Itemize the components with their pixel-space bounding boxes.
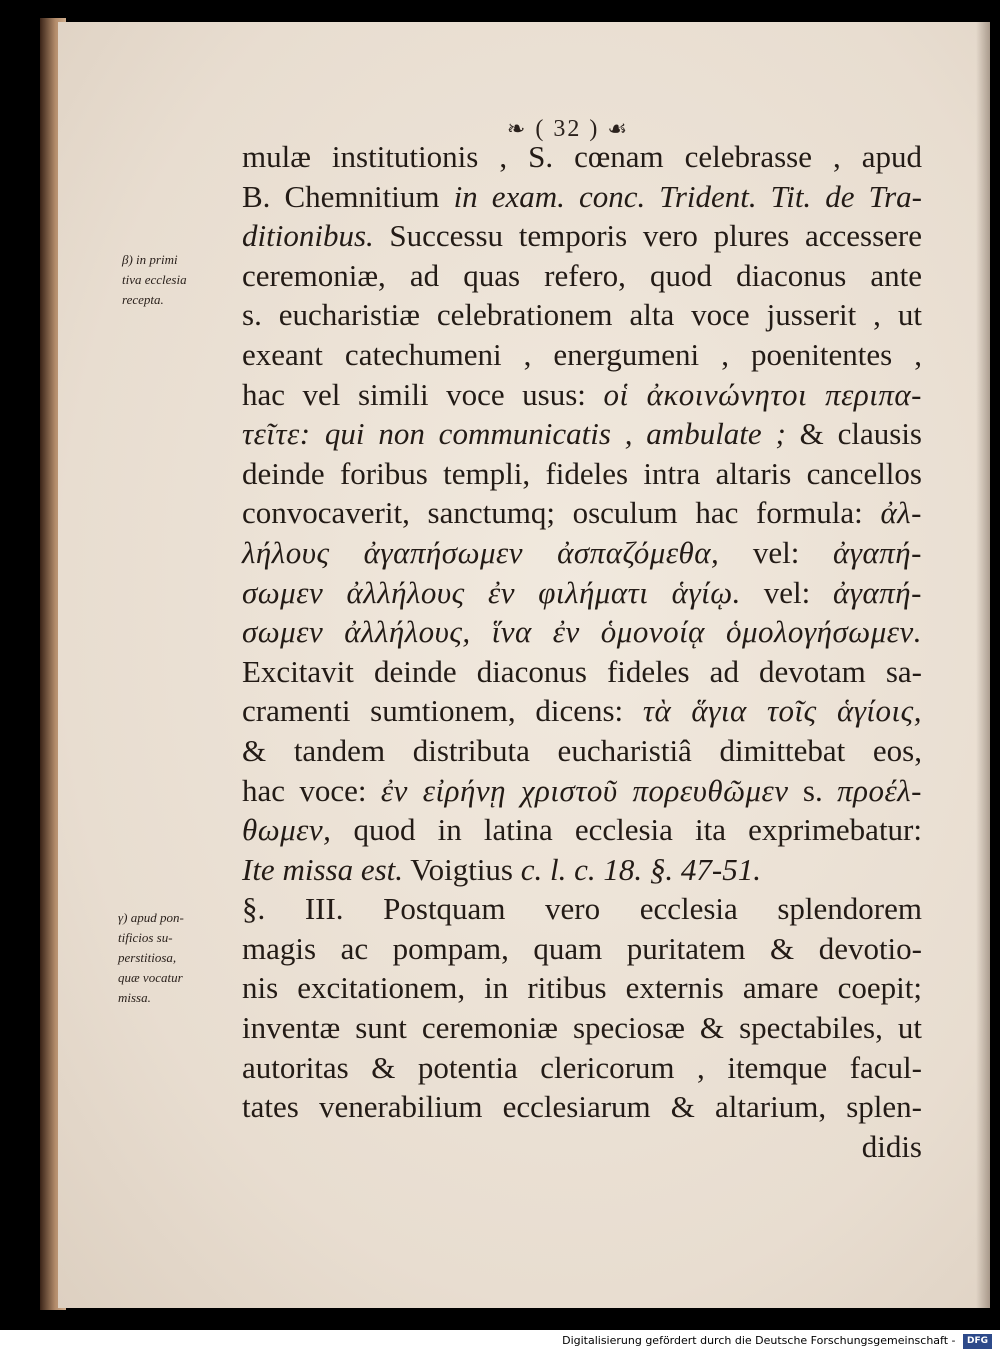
text-line: [242, 1008, 922, 1048]
text-segment: Excitavit deinde diaconus fideles ad devotam sa-: [242, 653, 922, 689]
text-segment: vel:: [719, 534, 833, 570]
margin-note-1: [122, 250, 242, 310]
text-segment: s.: [788, 772, 838, 808]
text-segment: s. eucharistiæ celebrationem alta voce jusserit , ut: [242, 297, 922, 333]
italic-text: c. l. c. 18. §. 47-51.: [520, 851, 761, 887]
greek-text: σωμεν ἀλλήλους, ἵνα ἐν ὁμονοίᾳ ὁμολογήσωμεν.: [242, 614, 922, 650]
text-segment: & clausis: [785, 416, 922, 452]
greek-text: ἀλ-: [880, 495, 922, 531]
text-segment: B. Chemnitium: [242, 178, 454, 214]
text-line: [242, 731, 922, 771]
greek-text: λήλους ἀγαπήσωμεν ἀσπαζόμεθα,: [242, 534, 720, 570]
text-segment: magis ac pompam, quam puritatem & devotio-: [242, 930, 922, 966]
text-line: [242, 612, 922, 652]
text-segment: tates venerabilium ecclesiarum & altarium, splen-: [242, 1089, 922, 1125]
greek-text: οἱ ἀκοινώνητοι περιπα-: [603, 376, 922, 412]
dfg-logo: DFG: [963, 1334, 992, 1349]
text-line: [242, 810, 922, 850]
margin-note-line: β) in primi: [122, 252, 178, 267]
greek-text: σωμεν ἀλλήλους ἐν φιλήματι ἁγίῳ.: [242, 574, 741, 610]
text-line: [242, 1048, 922, 1088]
text-line: [242, 889, 922, 929]
text-segment: & tandem distributa eucharistiâ dimittebat eos,: [242, 732, 922, 768]
text-segment: vel:: [740, 574, 833, 610]
text-line: [242, 216, 922, 256]
text-line: [242, 137, 922, 177]
page-shadow: [976, 22, 990, 1308]
text-segment: Successu temporis vero plures accessere: [373, 218, 922, 254]
body-text: [242, 137, 922, 1166]
margin-note-line: γ) apud pon-: [118, 910, 184, 925]
margin-note-line: tificios su-: [118, 930, 173, 945]
text-segment: nis excitationem, in ritibus externis amare coepit;: [242, 970, 922, 1006]
italic-text: qui non communicatis , ambulate ;: [324, 416, 786, 452]
text-segment: hac vel simili voce usus:: [242, 376, 604, 412]
text-line: [242, 335, 922, 375]
greek-text: τεῖτε:: [242, 416, 325, 452]
text-segment: mulæ institutionis , S. cœnam celebrasse , apud: [242, 139, 922, 174]
text-segment: deinde foribus templi, fideles intra altaris cancellos: [242, 455, 922, 491]
text-segment: inventæ sunt ceremoniæ speciosæ & spectabiles, ut: [242, 1010, 922, 1046]
text-line: [242, 573, 922, 613]
page-number: ( 32 ): [535, 116, 600, 142]
italic-text: Ite missa est.: [242, 851, 404, 887]
greek-text: τὰ ἅγια τοῖς ἁγίοις,: [642, 693, 922, 729]
text-segment: ceremoniæ, ad quas refero, quod diaconus ante: [242, 257, 922, 293]
text-line: [242, 454, 922, 494]
text-segment: §. III. Postquam vero ecclesia splendorem: [242, 891, 922, 927]
margin-note-line: recepta.: [122, 292, 164, 307]
text-line: [242, 1087, 922, 1127]
text-line: [242, 652, 922, 692]
text-line: [242, 850, 922, 890]
margin-note-2: [118, 908, 238, 1008]
ornament-left-icon: ❧: [506, 116, 528, 141]
text-segment: hac voce:: [242, 772, 381, 808]
margin-note-line: tiva ecclesia: [122, 272, 187, 287]
footer-text: Digitalisierung gefördert durch die Deutsche Forschungsgemeinschaft -: [562, 1334, 956, 1347]
text-line: [242, 493, 922, 533]
greek-text: ἀγαπή-: [833, 534, 922, 570]
text-line: [242, 295, 922, 335]
text-segment: didis: [861, 1128, 922, 1164]
margin-note-line: perstitiosa,: [118, 950, 177, 965]
greek-text: ἀγαπή-: [832, 574, 922, 610]
text-segment: Voigtius: [403, 851, 521, 887]
text-line: [242, 929, 922, 969]
text-line: [242, 256, 922, 296]
book-page: [58, 22, 990, 1308]
text-line: [242, 968, 922, 1008]
italic-text: ditionibus.: [242, 218, 374, 254]
text-line: [242, 771, 922, 811]
margin-note-line: quæ vocatur: [118, 970, 183, 985]
text-line: [242, 375, 922, 415]
greek-text: προέλ-: [837, 772, 922, 808]
text-line: [242, 414, 922, 454]
text-segment: exeant catechumeni , energumeni , poenitentes ,: [242, 336, 922, 372]
text-segment: convocaverit, sanctumq; osculum hac formula:: [242, 495, 881, 531]
text-line: [242, 533, 922, 573]
text-segment: autoritas & potentia clericorum , itemque facul-: [242, 1049, 922, 1085]
greek-text: ἐν εἰρήνῃ χριστοῦ πορευθῶμεν: [380, 772, 789, 808]
margin-note-line: missa.: [118, 990, 151, 1005]
text-line: [242, 691, 922, 731]
italic-text: in exam. conc. Trident. Tit. de Tra-: [453, 178, 922, 214]
text-line: [242, 177, 922, 217]
text-segment: quod in latina ecclesia ita exprimebatur:: [331, 812, 922, 848]
text-line: [242, 1127, 922, 1167]
ornament-right-icon: ☙: [607, 116, 630, 141]
greek-text: θωμεν,: [242, 812, 332, 848]
text-segment: cramenti sumtionem, dicens:: [242, 693, 643, 729]
footer-credit: [0, 1330, 1000, 1351]
